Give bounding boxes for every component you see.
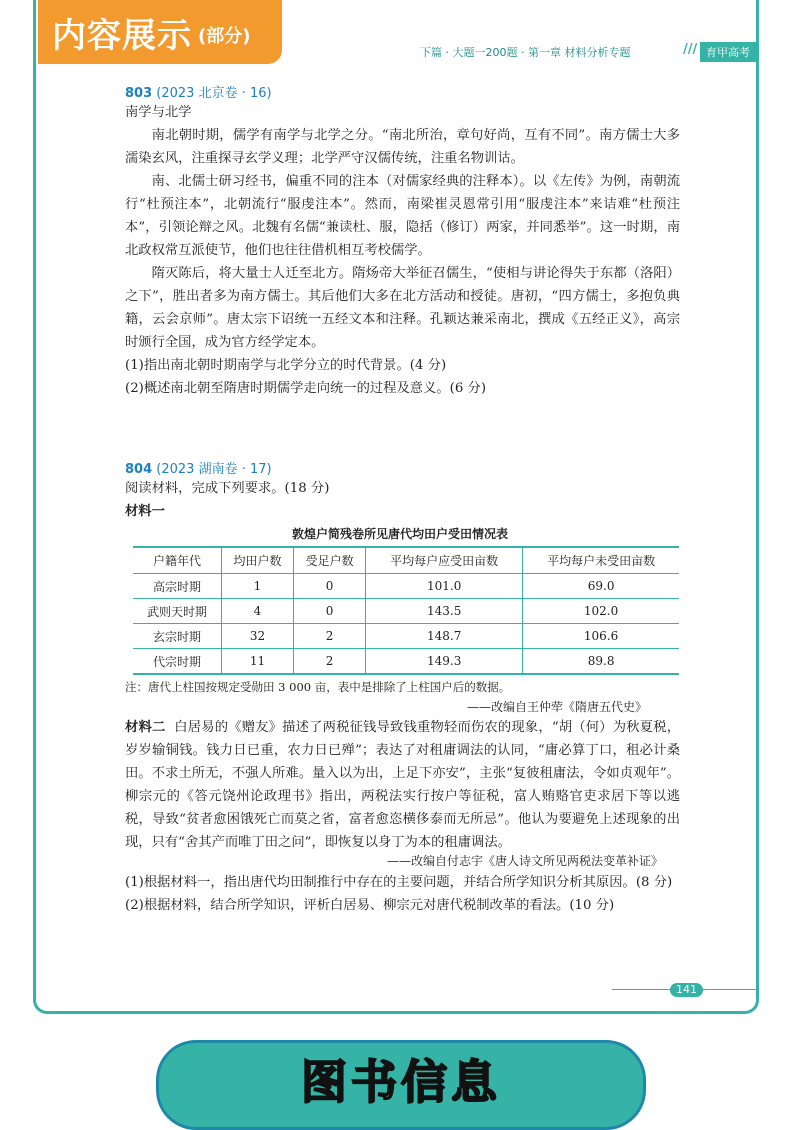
page-rule-right	[702, 989, 756, 990]
table-cell: 149.3	[366, 649, 523, 675]
q803-paragraph-2: 南、北儒士研习经书，偏重不同的注本（对儒家经典的注释本）。以《左传》为例，南朝流行“杜预注本”，北朝流行“服虔注本”。然而，南梁崔灵恩常引用“服虔注本”来诘难“杜预注本”，引领论辩之风。北魏有名儒“兼读杜、服，隐括（修订）两家，并同悉举”。这一时期，南北政权常互派使节，他们也往往借机相互考校儒学。	[125, 174, 680, 258]
q804-question-1: (1)根据材料一，指出唐代均田制推行中存在的主要问题，并结合所学知识分析其原因。(8 分)	[125, 875, 673, 890]
table-cell: 32	[221, 624, 293, 649]
table-cell: 代宗时期	[133, 649, 221, 675]
table-cell: 148.7	[366, 624, 523, 649]
book-info-title: 图书信息	[301, 1055, 501, 1109]
table-cell: 武则天时期	[133, 599, 221, 624]
q804-source: (2023 湖南卷 · 17)	[156, 462, 272, 477]
material2-label: 材料二	[125, 720, 166, 735]
q804-intro-block	[125, 477, 680, 523]
table-header: 平均每户应受田亩数	[366, 547, 523, 574]
table-cell: 0	[294, 599, 366, 624]
table-cell: 4	[221, 599, 293, 624]
table-cell: 高宗时期	[133, 574, 221, 599]
q804-intro: 阅读材料，完成下列要求。(18 分)	[125, 481, 330, 496]
q804-number: 804	[125, 462, 153, 477]
q803-question-2: (2)概述南北朝至隋唐时期儒学走向统一的过程及意义。(6 分)	[125, 381, 487, 396]
table-cell: 101.0	[366, 574, 523, 599]
table-header: 户籍年代	[133, 547, 221, 574]
table-cell: 102.0	[523, 599, 679, 624]
table-cell: 11	[221, 649, 293, 675]
q803-source: (2023 北京卷 · 16)	[156, 86, 272, 101]
q804-material2-block	[125, 716, 680, 854]
q803-number: 803	[125, 86, 153, 101]
table-cell: 89.8	[523, 649, 679, 675]
q804-header	[125, 458, 272, 477]
table-cell: 69.0	[523, 574, 679, 599]
q804-question-2: (2)根据材料，结合所学知识，评析白居易、柳宗元对唐代税制改革的看法。(10 分)	[125, 898, 615, 913]
q803-question-1: (1)指出南北朝时期南学与北学分立的时代背景。(4 分)	[125, 358, 447, 373]
table-cell: 玄宗时期	[133, 624, 221, 649]
material2-text: 白居易的《赠友》描述了两税征钱导致钱重物轻而伤农的现象，“胡（何）为秋夏税，岁岁输铜钱。钱力日已重，农力日已殚”；表达了对租庸调法的认同，“庸必算丁口，租必计桑田。不求土所无，不强人所难。量入以为出，上足下亦安”，主张“复彼租庸法，令如贞观年”。柳宗元的《答元饶州论政理书》指出，两税法实行按户等征税，富人贿赂官吏求居下等以逃税，导致“贫者愈困饿死亡而莫之省，富者愈恣横侈泰而无所忌”。他认为要避免上述现象的出现，只有“舍其产而唯丁田之问”，即恢复以身丁为本的租庸调法。	[125, 720, 680, 850]
q804-material2	[125, 716, 680, 854]
header-slashes: ///	[683, 42, 698, 57]
q804-material1-label: 材料一	[125, 504, 165, 519]
q803-paragraph-3: 隋灭陈后，将大量士人迁至北方。隋炀帝大举征召儒生，“使相与讲论得失于东都（洛阳）之下”，胜出者多为南方儒士。其后他们大多在北方活动和授徒。唐初，“四方儒士，多抱负典籍，云会京师”。唐太宗下诏统一五经文本和注释。孔颖达兼采南北，撰成《五经正义》，高宗时颁行全国，成为官方经学定本。	[125, 266, 680, 350]
table-row	[133, 574, 679, 599]
material2-source: ——改编自付志宇《唐人诗文所见两税法变革补证》	[387, 854, 664, 868]
table-title: 敦煌户简残卷所见唐代均田户受田情况表	[291, 527, 508, 541]
table-row	[133, 649, 679, 675]
page-rule-left	[612, 989, 674, 990]
table-header: 均田户数	[221, 547, 293, 574]
table-header: 平均每户未受田亩数	[523, 547, 679, 574]
page-number: 141	[670, 983, 703, 997]
q803-header	[125, 82, 272, 101]
q803-body	[125, 101, 680, 400]
table-row	[133, 624, 679, 649]
table-note: 注：唐代上柱国按规定受勋田 3 000 亩，表中是排除了上柱国户后的数据。	[125, 680, 511, 694]
content-banner	[38, 0, 282, 64]
banner-subtitle: (部分)	[198, 26, 251, 47]
table-cell: 2	[294, 649, 366, 675]
table-cell: 143.5	[366, 599, 523, 624]
land-table	[133, 546, 679, 675]
table-row	[133, 599, 679, 624]
table-header-row	[133, 547, 679, 574]
running-head: 下篇 · 大题一200题 · 第一章 材料分析专题	[420, 46, 631, 59]
table-cell: 0	[294, 574, 366, 599]
q803-paragraph-1: 南北朝时期，儒学有南学与北学之分。“南北所治，章句好尚，互有不同”。南方儒士大多濡染玄风，注重探寻玄学义理；北学严守汉儒传统，注重名物训诂。	[125, 128, 680, 166]
q803-title: 南学与北学	[125, 105, 192, 120]
material1-source: ——改编自王仲荦《隋唐五代史》	[467, 700, 648, 714]
table-cell: 106.6	[523, 624, 679, 649]
table-cell: 1	[221, 574, 293, 599]
table-cell: 2	[294, 624, 366, 649]
table-header: 受足户数	[294, 547, 366, 574]
q804-questions	[125, 871, 680, 917]
brand-tag: 育甲高考	[700, 42, 756, 62]
banner-title: 内容展示	[52, 15, 192, 56]
